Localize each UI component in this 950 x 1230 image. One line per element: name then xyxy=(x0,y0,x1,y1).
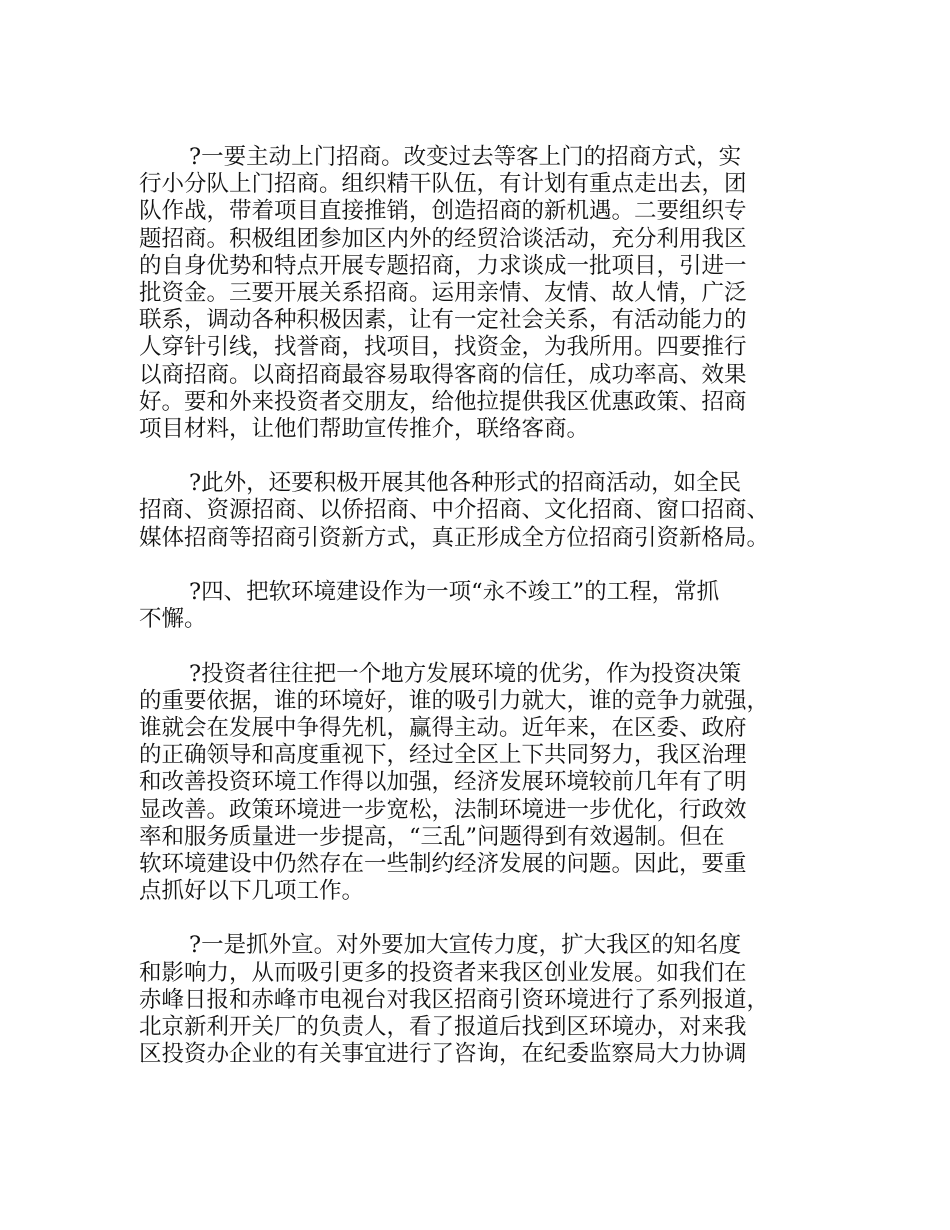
text-line: 以商招商。以商招商最容易取得客商的信任，成功率高、效果 xyxy=(139,361,747,388)
text-line: 批资金。三要开展关系招商。运用亲情、友情、故人情，广泛 xyxy=(139,279,747,306)
text-line: ?一是抓外宣。对外要加大宣传力度，扩大我区的知名度 xyxy=(189,932,742,959)
text-line: 和影响力，从而吸引更多的投资者来我区创业发展。如我们在 xyxy=(139,959,747,986)
text-line: 的自身优势和特点开展专题招商，力求谈成一批项目，引进一 xyxy=(139,252,747,279)
paragraph-investment-methods xyxy=(139,144,829,443)
text-line: 软环境建设中仍然存在一些制约经济发展的问题。因此，要重 xyxy=(139,850,747,877)
text-line: 的正确领导和高度重视下，经过全区上下共同努力，我区治理 xyxy=(139,742,747,769)
text-line: 媒体招商等招商引资新方式，真正形成全方位招商引资新格局。 xyxy=(139,524,770,551)
text-line: 招商、资源招商、以侨招商、中介招商、文化招商、窗口招商、 xyxy=(139,497,770,524)
section-heading-soft-environment xyxy=(139,579,829,633)
text-line: 显改善。政策环境进一步宽松，法制环境进一步优化，行政效 xyxy=(139,796,747,823)
text-line: 北京新利开关厂的负责人，看了报道后找到区环境办，对来我 xyxy=(139,1014,747,1040)
text-line: 题招商。积极组团参加区内外的经贸洽谈活动，充分利用我区 xyxy=(139,225,747,252)
paragraph-investor-environment xyxy=(139,661,829,906)
text-line: ?四、把软环境建设作为一项“永不竣工”的工程，常抓 xyxy=(189,579,720,605)
text-line: ?此外，还要积极开展其他各种形式的招商活动，如全民 xyxy=(189,470,742,497)
paragraph-other-forms xyxy=(139,470,829,552)
text-line: 不懈。 xyxy=(139,606,207,633)
text-line: 率和服务质量进一步提高，“三乱”问题得到有效遏制。但在 xyxy=(139,823,725,850)
text-line: 赤峰日报和赤峰市电视台对我区招商引资环境进行了系列报道， xyxy=(139,986,770,1013)
text-line: 的重要依据，谁的环境好，谁的吸引力就大，谁的竞争力就强， xyxy=(139,687,770,714)
text-line: 好。要和外来投资者交朋友，给他拉提供我区优惠政策、招商 xyxy=(139,388,747,415)
text-line: 和改善投资环境工作得以加强，经济发展环境较前几年有了明 xyxy=(139,769,747,796)
text-line: 谁就会在发展中争得先机，赢得主动。近年来，在区委、政府 xyxy=(139,714,747,741)
text-line: ?投资者往往把一个地方发展环境的优劣，作为投资决策 xyxy=(189,660,742,687)
text-line: 队作战，带着项目直接推销，创造招商的新机遇。二要组织专 xyxy=(139,198,747,225)
paragraph-external-publicity xyxy=(139,932,829,1068)
text-line: 行小分队上门招商。组织精干队伍，有计划有重点走出去，团 xyxy=(139,171,747,198)
text-line: ?一要主动上门招商。改变过去等客上门的招商方式，实 xyxy=(189,144,742,170)
text-line: 项目材料，让他们帮助宣传推介，联络客商。 xyxy=(139,415,590,442)
text-line: 区投资办企业的有关事宜进行了咨询，在纪委监察局大力协调 xyxy=(139,1041,747,1068)
document-body xyxy=(139,144,829,1096)
text-line: 人穿针引线，找誉商，找项目，找资金，为我所用。四要推行 xyxy=(139,334,747,361)
text-line: 点抓好以下几项工作。 xyxy=(139,878,365,905)
text-line: 联系，调动各种积极因素，让有一定社会关系，有活动能力的 xyxy=(139,307,747,334)
